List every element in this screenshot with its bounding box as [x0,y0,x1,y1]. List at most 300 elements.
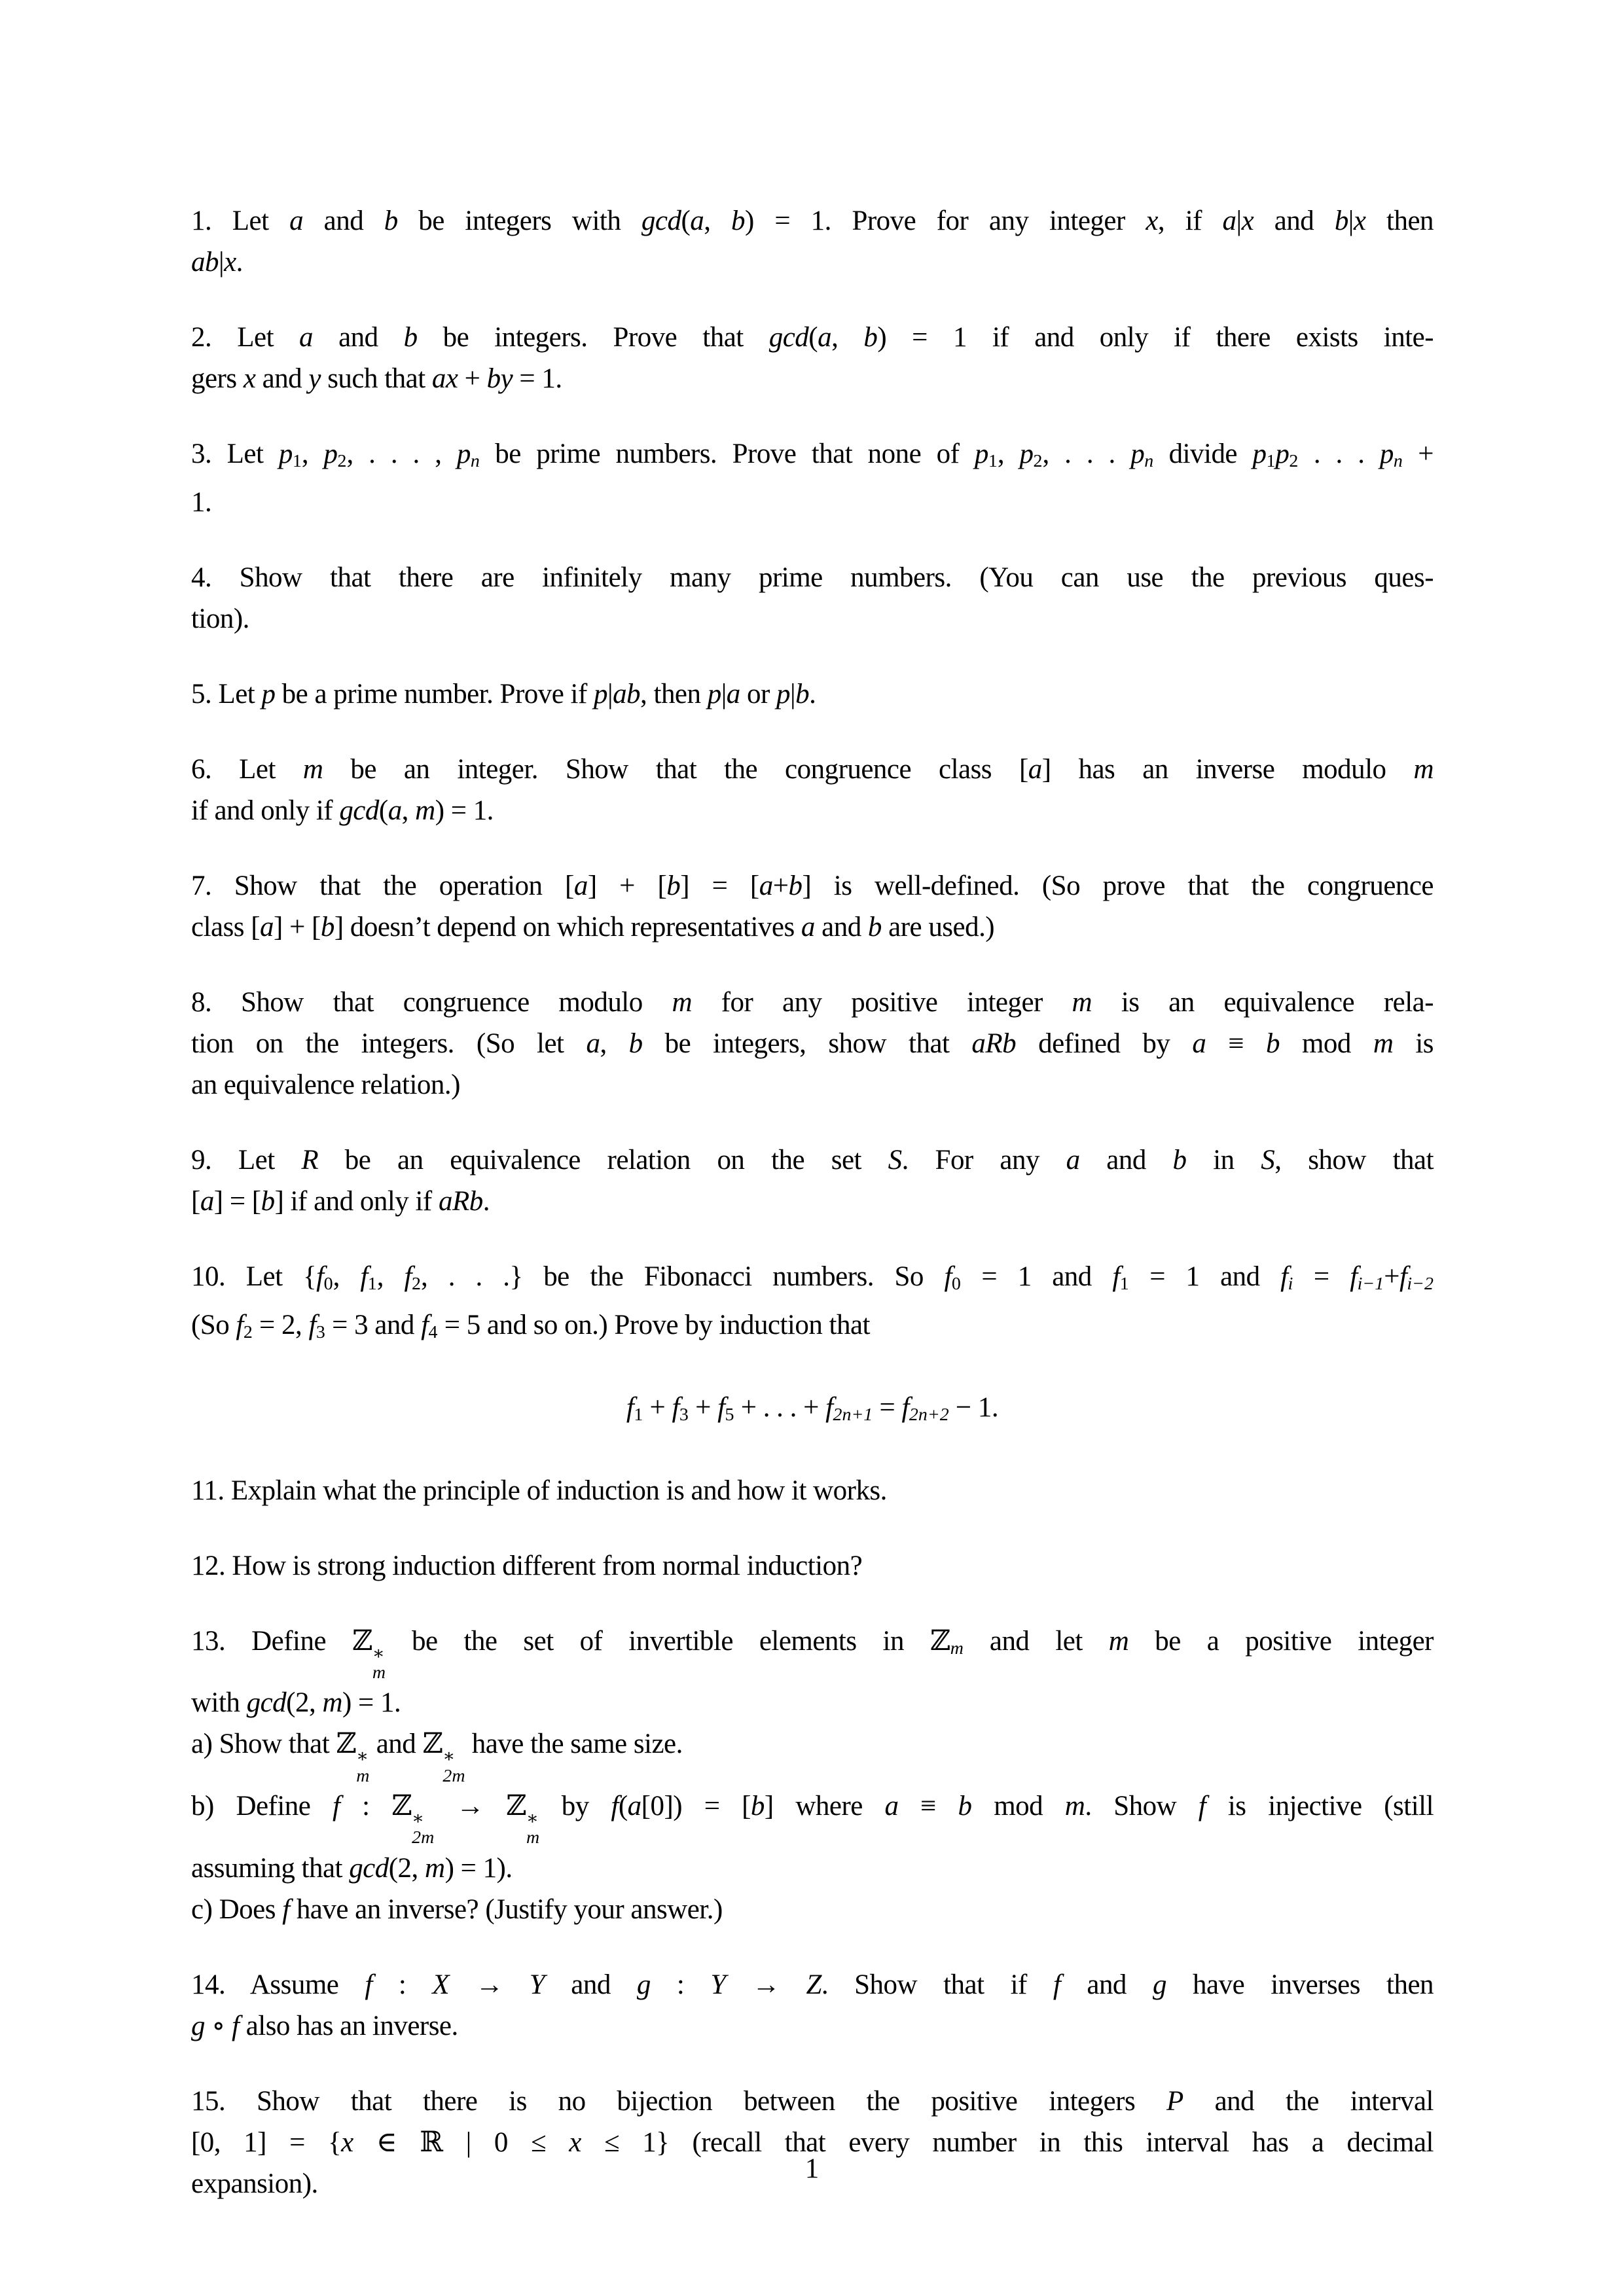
text-run: | [607,679,613,710]
text-run: m [302,754,323,785]
text-run: a [573,870,588,902]
text-run: b [261,1186,275,1217]
text-line [191,1470,1434,1511]
text-run: b [628,1028,643,1060]
text-line [191,1682,1434,1723]
text-line [191,557,1434,598]
text-run: ( [378,795,388,827]
text-run: 2m [412,1827,435,1848]
text-run: [0, 1] = { [191,2126,342,2158]
text-run: ( [808,322,818,353]
text-run: f [236,1310,244,1341]
text-run: x [341,2126,353,2158]
text-run: S [1261,1145,1275,1176]
text-run: m [950,1638,964,1659]
text-line [191,865,1434,906]
text-run: 5 [725,1405,734,1426]
superscript-subscript-stack [356,1747,369,1785]
text-run: a [1028,754,1042,785]
text-line [191,1723,1434,1785]
text-line [191,1304,1434,1353]
question-5 [191,673,1434,715]
text-run: a [627,1790,641,1821]
text-run: ] = [ [680,870,759,902]
text-run: f [333,1790,340,1821]
text-run: + [1402,439,1434,469]
text-run: (So [191,1310,236,1341]
text-line [191,1139,1434,1181]
text-run: n [470,451,480,472]
text-run: 1 [292,451,302,472]
text-run: 1 [1119,1274,1129,1295]
text-run: gcd [349,1852,389,1884]
text-line [191,673,1434,715]
text-run: 11. Explain what the principle of induction is and how it works. [191,1475,887,1506]
text-line [191,2005,1434,2047]
text-run: class [ [191,912,261,943]
text-run: by [539,1790,611,1821]
text-run: be an integer. Show that the congruence class [ [323,754,1028,785]
text-run: i−1 [1357,1274,1384,1295]
text-run: , . . . , [346,439,457,469]
text-run: = 1 and [1128,1261,1281,1293]
text-run: be the set of invertible elements in [386,1625,930,1657]
text-run: f [717,1392,725,1424]
text-run: ] is well-defined. (So prove that the congruence [802,870,1434,902]
text-run: ℤ [352,1625,372,1657]
text-run: 10. Let { [191,1261,317,1293]
text-run: a [726,679,740,710]
text-run: ( [618,1790,628,1821]
text-run: f [1198,1790,1206,1821]
text-run: a [1222,206,1236,236]
text-run: with [191,1687,247,1719]
text-run: = 3 and [325,1310,422,1341]
text-run: , [376,1261,405,1293]
superscript-subscript-stack [526,1809,539,1848]
text-run: + [458,363,487,394]
text-run: + [688,1392,718,1424]
text-line [191,749,1434,790]
text-run: p [1275,439,1290,469]
text-run: b [867,912,882,943]
text-run: a [388,795,402,827]
text-run: 0 [951,1274,961,1295]
text-run: ] doesn’t depend on which representatives [334,912,801,943]
text-run: a [818,322,832,353]
text-run: , [831,322,864,353]
text-run: f [421,1310,429,1341]
text-run: ] where [764,1790,885,1821]
question-6 [191,749,1434,831]
question-12 [191,1545,1434,1587]
text-run: | 0 ≤ [442,2126,569,2158]
text-line [191,1064,1434,1105]
text-run: , then [640,679,708,710]
text-run: P [1166,2085,1183,2117]
text-run: m [672,987,692,1018]
text-run: . For any [901,1145,1066,1176]
text-line [191,1545,1434,1587]
text-run: mod [1280,1028,1373,1060]
text-run: b [666,870,681,902]
text-line [191,1964,1434,2005]
text-line [191,482,1434,523]
text-run: ) = 1. [435,795,494,827]
text-run: (2, [286,1687,323,1719]
text-run: , [401,795,416,827]
text-run: b [403,322,418,353]
text-line [191,1848,1434,1889]
text-run: have inverses then [1166,1969,1434,2000]
text-run: = [873,1392,902,1424]
text-run: f [901,1392,909,1424]
text-run: p [974,439,988,469]
text-run: be a prime number. Prove if [275,679,594,710]
text-run: , [333,1261,361,1293]
text-run: , . . .} be the Fibonacci numbers. So [420,1261,945,1293]
text-run: | [218,247,225,278]
text-run: f [672,1392,679,1424]
text-run: is injective (still [1206,1790,1434,1821]
text-run: . . . [1298,439,1380,469]
text-run: for any positive integer [692,987,1072,1018]
text-run: = 2, [252,1310,309,1341]
text-run: f [1399,1261,1407,1293]
text-run: b [1266,1028,1280,1060]
text-run: 2 [337,451,347,472]
text-run: ≡ [1206,1028,1267,1060]
question-8 [191,982,1434,1105]
text-run: 3 [679,1405,689,1426]
text-run: be integers, show that [642,1028,972,1060]
text-run: f [1280,1261,1288,1293]
text-run: ∗ [372,1643,385,1664]
text-run: p [261,679,276,710]
text-run: gcd [768,322,809,353]
text-run: 1 [634,1405,643,1426]
text-run: aRb [438,1186,483,1217]
text-run: ( [681,206,691,236]
text-run: b [1172,1145,1187,1176]
text-run: . [809,679,816,710]
text-line [191,1256,1434,1304]
text-run: 2n+2 [909,1405,949,1426]
question-10 [191,1256,1434,1353]
text-run: a [884,1790,899,1821]
text-run: n [1144,451,1154,472]
text-run: m [1072,987,1092,1018]
text-line [191,242,1434,283]
text-run: ∗ [442,1746,456,1767]
text-run: 12. How is strong induction different from normal induction? [191,1550,863,1581]
text-run: a [586,1028,600,1060]
text-run: 1. Let [191,206,290,236]
text-run: g [191,2010,205,2041]
text-run: a [759,870,773,902]
text-run: and [303,206,384,236]
text-run: [0]) = [ [641,1790,751,1821]
text-line [191,200,1434,242]
text-run: n [1393,451,1403,472]
text-run: 2m [442,1765,465,1786]
question-1 [191,200,1434,283]
text-run: is an equivalence rela- [1092,987,1434,1018]
text-run: ] = [ [213,1186,261,1217]
text-run: , if [1157,206,1223,236]
question-14 [191,1964,1434,2047]
text-run: 2 [243,1322,253,1343]
text-run: such that [320,363,432,394]
text-run: m [425,1852,445,1884]
text-run: | [1236,206,1242,236]
text-run: 2 [411,1274,421,1295]
text-run: have the same size. [465,1729,683,1760]
text-run: and [814,912,868,943]
text-run: and [1079,1145,1173,1176]
text-run: ax [431,363,458,394]
text-run: → [434,1790,507,1821]
text-run: S [888,1145,902,1176]
text-run: b [863,322,878,353]
question-13 [191,1621,1434,1930]
superscript-subscript-stack [412,1809,434,1848]
text-run: b [788,870,803,902]
fibonacci-equation [191,1387,1434,1435]
question-11 [191,1470,1434,1511]
question-9 [191,1139,1434,1222]
text-run: 2n+1 [833,1405,873,1426]
text-run: | [1348,206,1354,236]
text-run: + . . . + [734,1392,826,1424]
text-run: ) = 1 if and only if there exists inte- [877,322,1434,353]
text-run: ) = 1. Prove for any integer [745,206,1146,236]
text-run: m [322,1687,342,1719]
text-run: 4 [428,1322,438,1343]
text-run: x [1241,206,1254,236]
text-run: p [776,679,791,710]
text-run: x [1353,206,1366,236]
text-run: 3 [316,1322,325,1343]
text-run: : [650,1969,711,2000]
text-run: an equivalence relation.) [191,1069,460,1101]
text-run: | [790,679,796,710]
text-run: ] if and only if [274,1186,439,1217]
text-line [191,358,1434,399]
text-run: f [282,1893,290,1925]
text-run: and the interval [1183,2085,1434,2117]
text-run: f [1350,1261,1358,1293]
text-run: + [772,870,789,902]
text-line [191,433,1434,482]
text-run: 1 [367,1274,377,1295]
text-run: 1 [1266,451,1276,472]
text-run: and [1254,206,1335,236]
text-run: and [1060,1969,1153,2000]
text-run: , [704,206,732,236]
text-run: : [340,1790,392,1821]
text-run: 4. Show that there are infinitely many prime numbers. (You can use the previous ques- [191,562,1434,594]
text-line [191,598,1434,639]
text-run: ∗ [526,1808,539,1829]
text-run: (2, [388,1852,425,1884]
text-run: ℤ [391,1790,412,1821]
text-run: p [1379,439,1394,469]
text-run: ) = 1. [342,1687,401,1719]
text-run: m [415,795,435,827]
text-run: 14. Assume [191,1969,365,2000]
text-run: is [1393,1028,1434,1060]
text-line [191,1889,1434,1930]
text-run: , [600,1028,629,1060]
text-line [191,1387,1434,1435]
text-run: b [1334,206,1348,236]
text-run: also has an inverse. [239,2010,458,2041]
text-run: expansion). [191,2168,318,2199]
text-line [191,790,1434,831]
text-run: g [1152,1969,1166,2000]
text-run: a [289,206,304,236]
question-4 [191,557,1434,639]
text-run: and [369,1729,423,1760]
text-run: m [1064,1790,1085,1821]
text-run: i [1288,1274,1293,1295]
text-run: . [236,247,243,278]
text-run: − 1. [948,1392,999,1424]
text-run: a [690,206,704,236]
text-run: a) Show that [191,1729,336,1760]
text-run: or [740,679,777,710]
text-run: ] + [ [587,870,667,902]
text-run: ∘ [204,2010,232,2041]
text-run: ∗ [412,1808,425,1829]
text-run: are used.) [881,912,995,943]
text-run: 2. Let [191,322,300,353]
text-run: ∈ [353,2126,420,2158]
text-run: p [456,439,471,469]
text-run: . Show that if [821,1969,1053,2000]
text-run: ≡ [898,1790,958,1821]
text-run: b [384,206,398,236]
text-run: gcd [246,1687,287,1719]
text-run: R [301,1145,319,1176]
text-run: in [1186,1145,1261,1176]
text-line [191,1621,1434,1683]
text-run: mod [971,1790,1065,1821]
text-line [191,1023,1434,1064]
text-line [191,1785,1434,1848]
text-run: b [750,1790,765,1821]
text-run: defined by [1016,1028,1193,1060]
text-run: p [1130,439,1145,469]
text-run: f [1112,1261,1120,1293]
text-run: = [1293,1261,1350,1293]
text-run: and [255,363,309,394]
text-line [191,906,1434,948]
superscript-subscript-stack [372,1644,386,1683]
text-run: ℤ [929,1625,950,1657]
text-run: m [1413,754,1434,785]
text-run: ab [613,679,641,710]
text-run: f [611,1790,619,1821]
text-run: ) = 1). [444,1852,513,1884]
text-run: divide [1153,439,1253,469]
text-run: , . . . [1042,439,1131,469]
text-run: m [356,1765,370,1786]
text-run: and let [963,1625,1109,1657]
text-run: be prime numbers. Prove that none of [479,439,975,469]
text-run: : [372,1969,433,2000]
text-run: x [243,363,256,394]
text-run: m [526,1827,540,1848]
text-run: 1. [191,487,212,518]
text-run: 8. Show that congruence modulo [191,987,672,1018]
text-run: tion on the integers. (So let [191,1028,586,1060]
text-run: f [626,1392,634,1424]
text-run: 7. Show that the operation [ [191,870,574,902]
text-run: p [1252,439,1267,469]
text-run: b) Define [191,1790,333,1821]
text-run: + [1384,1261,1399,1293]
text-run: = 5 and so on.) Prove by induction that [437,1310,870,1341]
question-list [191,200,1434,2204]
text-run: y [308,363,321,394]
text-run: a [299,322,314,353]
text-run: Z [806,1969,821,2000]
text-run: g [636,1969,651,2000]
text-run: ℝ [420,2126,443,2158]
text-run: if and only if [191,795,340,827]
text-run: → [449,1969,530,2000]
text-run: p [707,679,721,710]
text-run: be integers. Prove that [417,322,769,353]
text-run: m [372,1662,386,1683]
text-run: tion). [191,603,249,635]
text-run: x [569,2126,581,2158]
superscript-subscript-stack [442,1747,465,1785]
text-run: gers [191,363,244,394]
question-3 [191,433,1434,523]
text-run: a [801,912,815,943]
text-run: b [320,912,334,943]
text-run: x [1146,206,1158,236]
text-line [191,2081,1434,2122]
text-run: → [725,1969,806,2000]
page-number: 1 [804,2153,820,2184]
text-run: f [1053,1969,1061,2000]
text-run: p [323,439,338,469]
text-run: ℤ [336,1729,357,1760]
text-run: m [1373,1028,1394,1060]
text-run: Y [529,1969,545,2000]
text-run: be an equivalence relation on the set [318,1145,888,1176]
text-run: ℤ [506,1790,526,1821]
text-run: f [365,1969,372,2000]
text-run: by [486,363,513,394]
text-line [191,982,1434,1023]
text-run: ab [191,247,219,278]
text-run: Y [710,1969,726,2000]
text-run: be integers with [397,206,641,236]
text-run: a [260,912,274,943]
text-run: gcd [339,795,379,827]
text-run: , [301,439,324,469]
text-run: 6. Let [191,754,303,785]
text-run: . [482,1186,490,1217]
text-run: x [224,247,236,278]
text-run: 13. Define [191,1625,352,1657]
text-run: and [545,1969,637,2000]
